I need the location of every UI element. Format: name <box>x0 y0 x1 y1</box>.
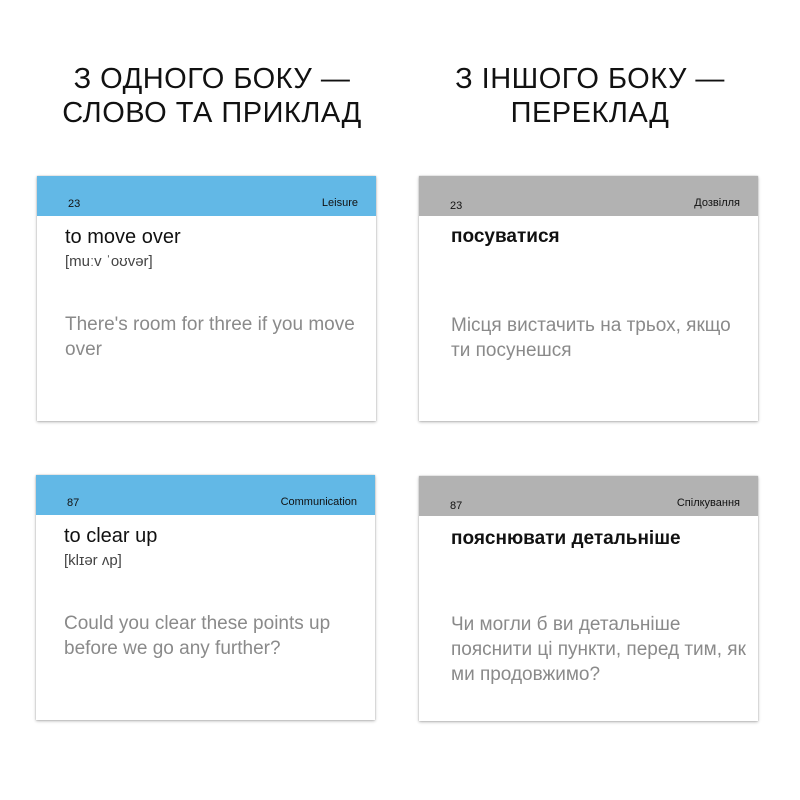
flashcard-front-move-over <box>37 176 376 421</box>
flashcard-front-clear-up <box>36 475 375 720</box>
card-number: 23 <box>450 200 463 212</box>
card-word: посуватися <box>451 226 560 247</box>
card-transcription: [klɪər ʌp] <box>64 552 122 569</box>
heading-left-line2: СЛОВО ТА ПРИКЛАД <box>62 97 362 129</box>
card-transcription: [muːv ˈoʊvər] <box>65 253 153 270</box>
card-header-bar <box>419 176 758 216</box>
card-example: Чи могли б ви детальніше пояснити ці пункти, перед тим, як ми продовжимо? <box>451 614 746 685</box>
flashcard-back-posuvatysia <box>419 176 758 421</box>
card-word: to move over <box>65 226 181 248</box>
card-word: пояснювати детальніше <box>451 528 681 549</box>
card-word: to clear up <box>64 525 158 547</box>
card-category: Спілкування <box>676 497 740 509</box>
card-category: Communication <box>280 496 357 508</box>
card-number: 87 <box>450 500 463 512</box>
heading-right-line1: З ІНШОГО БОКУ — <box>455 63 725 95</box>
card-example: Could you clear these points up before we go any further? <box>64 613 331 659</box>
card-category: Дозвілля <box>694 197 740 209</box>
card-header-bar <box>37 176 376 216</box>
card-category: Leisure <box>321 197 358 209</box>
heading-right-line2: ПЕРЕКЛАД <box>510 97 670 129</box>
heading-translation <box>390 62 790 130</box>
card-number: 87 <box>67 497 80 509</box>
card-number: 23 <box>68 198 81 210</box>
heading-word-and-example <box>12 62 412 130</box>
card-header-bar <box>36 475 375 515</box>
card-example: There's room for three if you move over <box>65 314 355 360</box>
card-example: Місця вистачить на трьох, якщо ти посунешся <box>451 315 731 361</box>
flashcard-back-poiasniuvaty <box>419 476 758 721</box>
card-header-bar <box>419 476 758 516</box>
heading-left-line1: З ОДНОГО БОКУ — <box>73 63 351 95</box>
